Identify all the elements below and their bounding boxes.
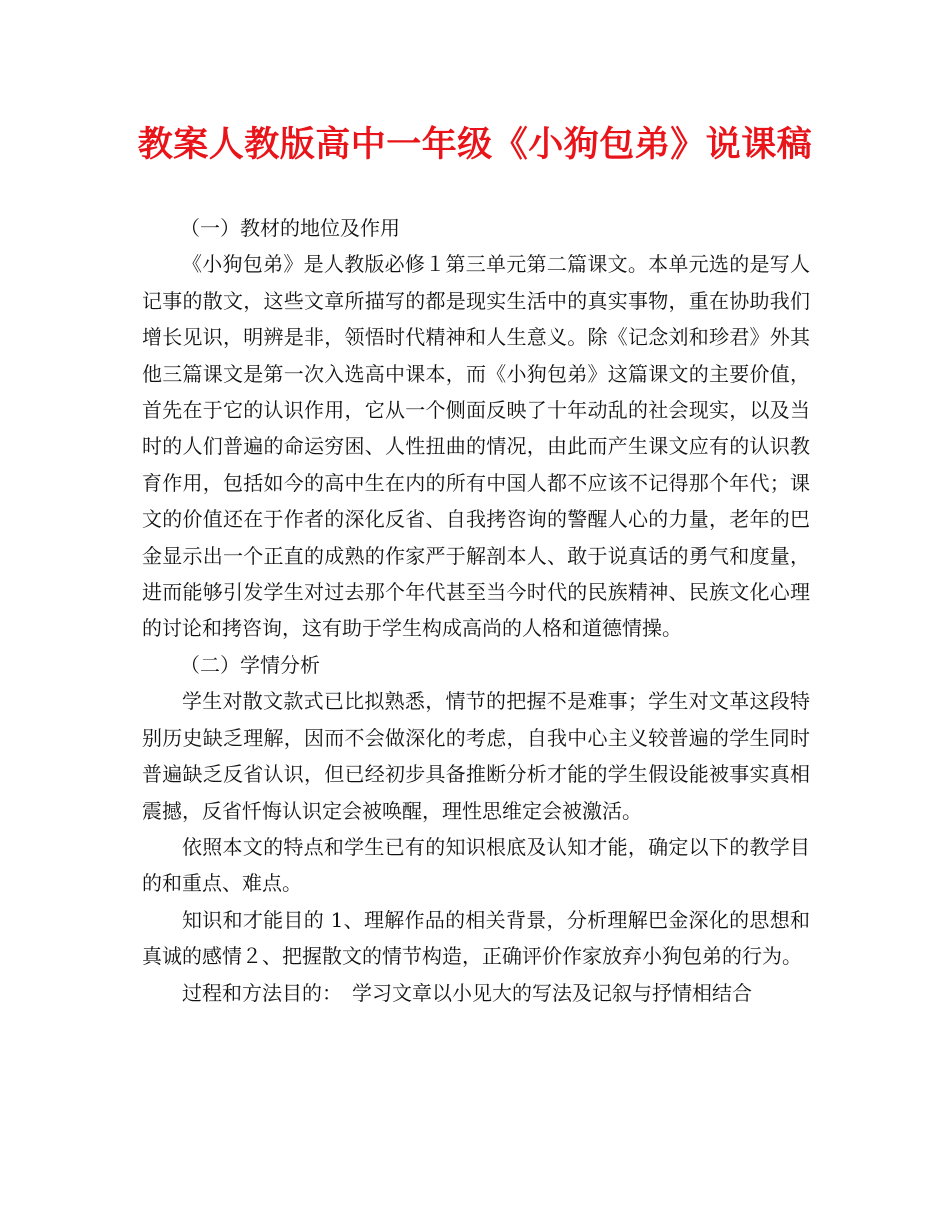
paragraph-textbook-role: 《小狗包弟》是人教版必修１第三单元第二篇课文。本单元选的是写人记事的散文，这些文章所描写的都是现实生活中的真实事物，重在协助我们增长见识，明辨是非，领悟时代精神和人生意义。除《记念刘和珍君》外其他三篇课文是第一次入选高中课本，而《小狗包弟》这篇课文的主要价值，首先在于它的认识作用，它从一个侧面反映了十年动乱的社会现实，以及当时的人们普遍的命运穷困、人性扭曲的情况，由此而产生课文应有的认识教育作用，包括如今的高中生在内的所有中国人都不应该不记得那个年代；课文的价值还在于作者的深化反省、自我拷咨询的警醒人心的力量，老年的巴金显示出一个正直的成熟的作家严于解剖本人、敢于说真话的勇气和度量，进而能够引发学生对过去那个年代甚至当今时代的民族精神、民族文化心理的讨论和拷咨询，这有助于学生构成高尚的人格和道德情操。 (142, 252, 810, 641)
paragraph-knowledge-goals: 知识和才能目的 1、理解作品的相关背景，分析理解巴金深化的思想和真诚的感情２、把握散文的情节构造，正确评价作家放弃小狗包弟的行为。 (142, 907, 810, 969)
section-heading-1: （一）教材的地位及作用 (180, 216, 400, 240)
paragraph-goals-intro: 依照本文的特点和学生已有的知识根底及认知才能，确定以下的教学目的和重点、难点。 (142, 834, 810, 896)
section-heading-2: （二）学情分析 (180, 652, 320, 677)
document-body (142, 210, 810, 1011)
paragraph-process-goals: 过程和方法目的： 学习文章以小见大的写法及记叙与抒情相结合 (182, 980, 752, 1005)
document-title: 教案人教版高中一年级《小狗包弟》说课稿 (137, 125, 813, 165)
paragraph-student-analysis: 学生对散文款式已比拟熟悉，情节的把握不是难事；学生对文革这段特别历史缺乏理解，因而不会做深化的考虑，自我中心主义较普遍的学生同时普遍缺乏反省认识，但已经初步具备推断分析才能的学生假设能被事实真相震撼，反省忏悔认识定会被唤醒，理性思维定会被激活。 (142, 689, 810, 823)
